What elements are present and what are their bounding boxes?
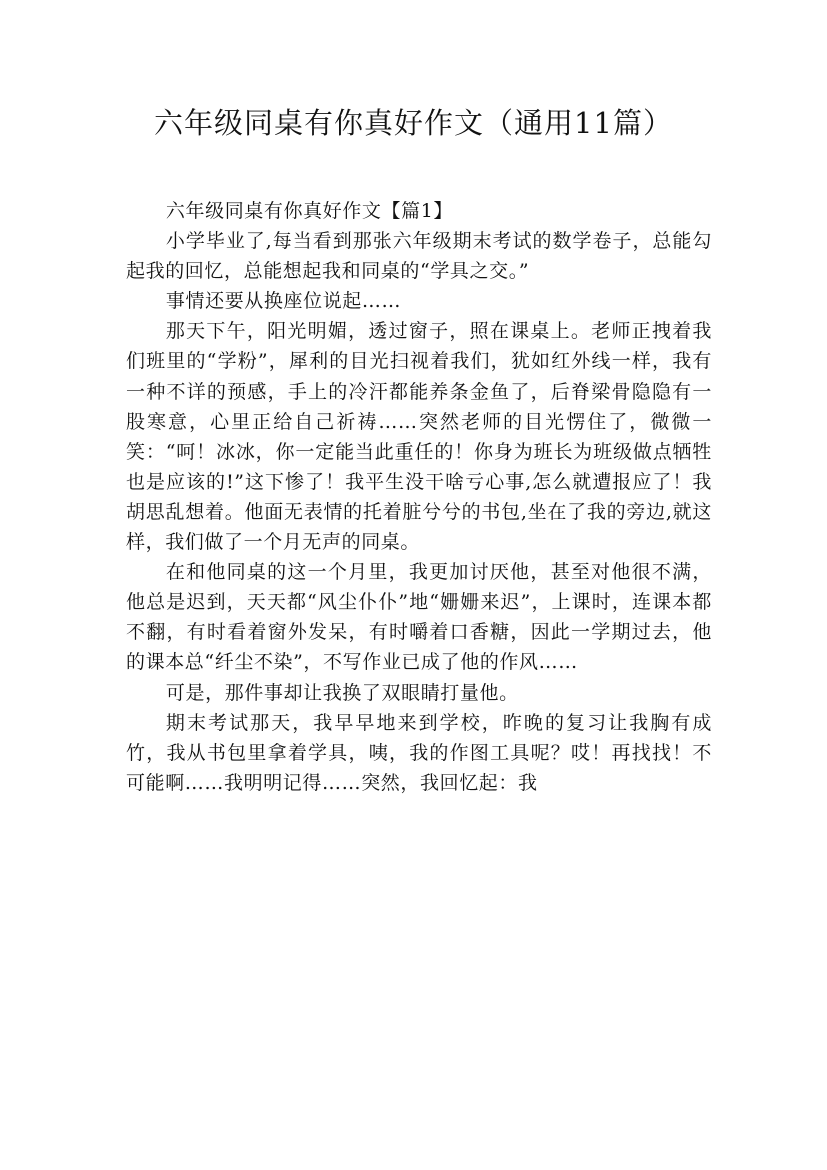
paragraph: 期末考试那天，我早早地来到学校，昨晚的复习让我胸有成竹，我从书包里拿着学具，咦，我的作图工具呢？哎！再找找！不可能啊……我明明记得……突然，我回忆起：我 <box>126 711 712 794</box>
paragraph: 在和他同桌的这一个月里，我更加讨厌他，甚至对他很不满，他总是迟到，天天都“风尘仆仆”地“姗姗来迟”，上课时，连课本都不翻，有时看着窗外发呆，有时嚼着口香糖，因此一学期过去，他的课本总“纤尘不染”，不写作业已成了他的作风…… <box>126 561 712 674</box>
document-body <box>126 196 712 798</box>
section-heading: 六年级同桌有你真好作文【篇1】 <box>165 200 453 222</box>
document-title: 六年级同桌有你真好作文（通用11篇） <box>154 106 673 140</box>
paragraph: 那天下午，阳光明媚，透过窗子，照在课桌上。老师正拽着我们班里的“学粉”，犀利的目光扫视着我们，犹如红外线一样，我有一种不详的预感，手上的冷汗都能养条金鱼了，后脊梁骨隐隐有一股寒意，心里正给自己祈祷……突然老师的目光愣住了，微微一笑：“呵！冰冰，你一定能当此重任的！你身为班长为班级做点牺牲也是应该的!”这下惨了！我平生没干啥亏心事,怎么就遭报应了！我胡思乱想着。他面无表情的托着脏兮兮的书包,坐在了我的旁边,就这样，我们做了一个月无声的同桌。 <box>126 320 712 554</box>
paragraph: 小学毕业了,每当看到那张六年级期末考试的数学卷子，总能勾起我的回忆，总能想起我和同桌的“学具之交。” <box>126 230 712 283</box>
paragraph: 事情还要从换座位说起…… <box>165 290 402 313</box>
paragraph: 可是，那件事却让我换了双眼睛打量他。 <box>165 681 519 704</box>
